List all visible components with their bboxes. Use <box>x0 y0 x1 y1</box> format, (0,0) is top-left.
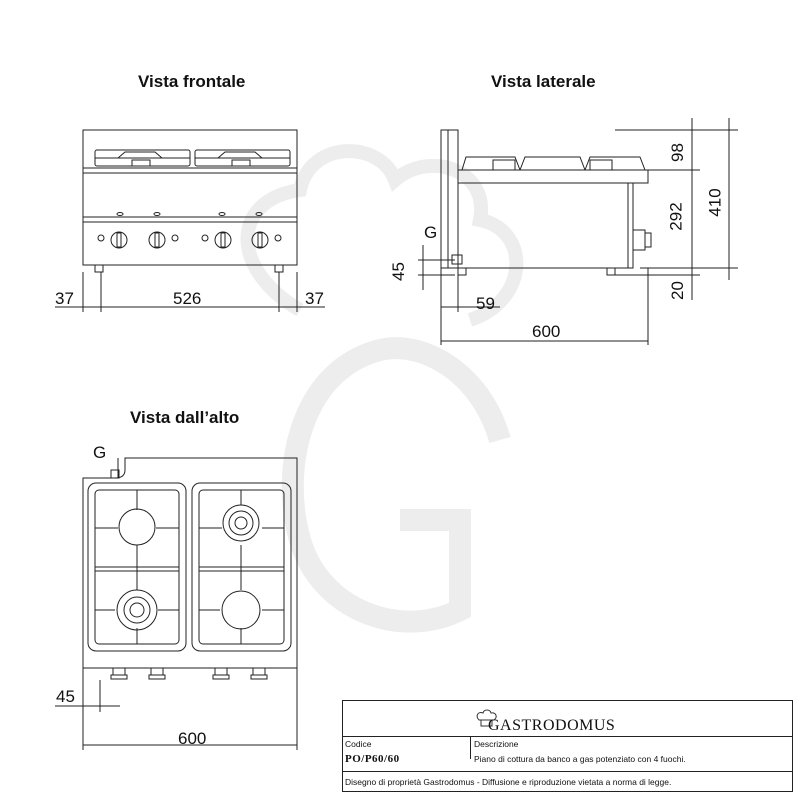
side-gas-label: G <box>424 223 438 242</box>
side-view-title: Vista laterale <box>491 72 596 91</box>
code-row <box>343 736 792 765</box>
top-dimension-lines <box>55 668 297 750</box>
top-dim-width: 600 <box>178 729 207 748</box>
footer-text: Disegno di proprietà Gastrodomus - Diffusione e riproduzione vietata a norma di legge. <box>345 777 672 787</box>
side-dim-body: 292 <box>666 202 686 231</box>
top-dim-offset: 45 <box>56 687 75 706</box>
top-knobs <box>111 668 267 679</box>
top-view-title: Vista dall’alto <box>130 408 240 427</box>
code-label: Codice <box>345 739 372 749</box>
side-dim-depth: 600 <box>532 322 561 341</box>
front-dim-width: 526 <box>173 289 202 308</box>
side-dim-gas-offset: 59 <box>476 294 495 313</box>
footer-row <box>343 771 792 793</box>
side-dim-top: 98 <box>667 143 687 162</box>
front-dim-right: 37 <box>305 289 324 308</box>
brand-name: GASTRODOMUS <box>488 717 616 734</box>
front-dim-left: 37 <box>55 289 74 308</box>
side-dim-feet: 20 <box>667 281 687 300</box>
description-value: Piano di cottura da banco a gas potenziato con 4 fuochi. <box>474 754 686 764</box>
front-view-title: Vista frontale <box>138 72 246 91</box>
top-gas-label: G <box>93 443 107 462</box>
description-label: Descrizione <box>474 739 519 749</box>
side-dim-total: 410 <box>705 188 725 217</box>
code-value: PO/P60/60 <box>345 753 400 765</box>
side-dim-gas-height: 45 <box>388 262 408 281</box>
title-block <box>342 700 793 792</box>
